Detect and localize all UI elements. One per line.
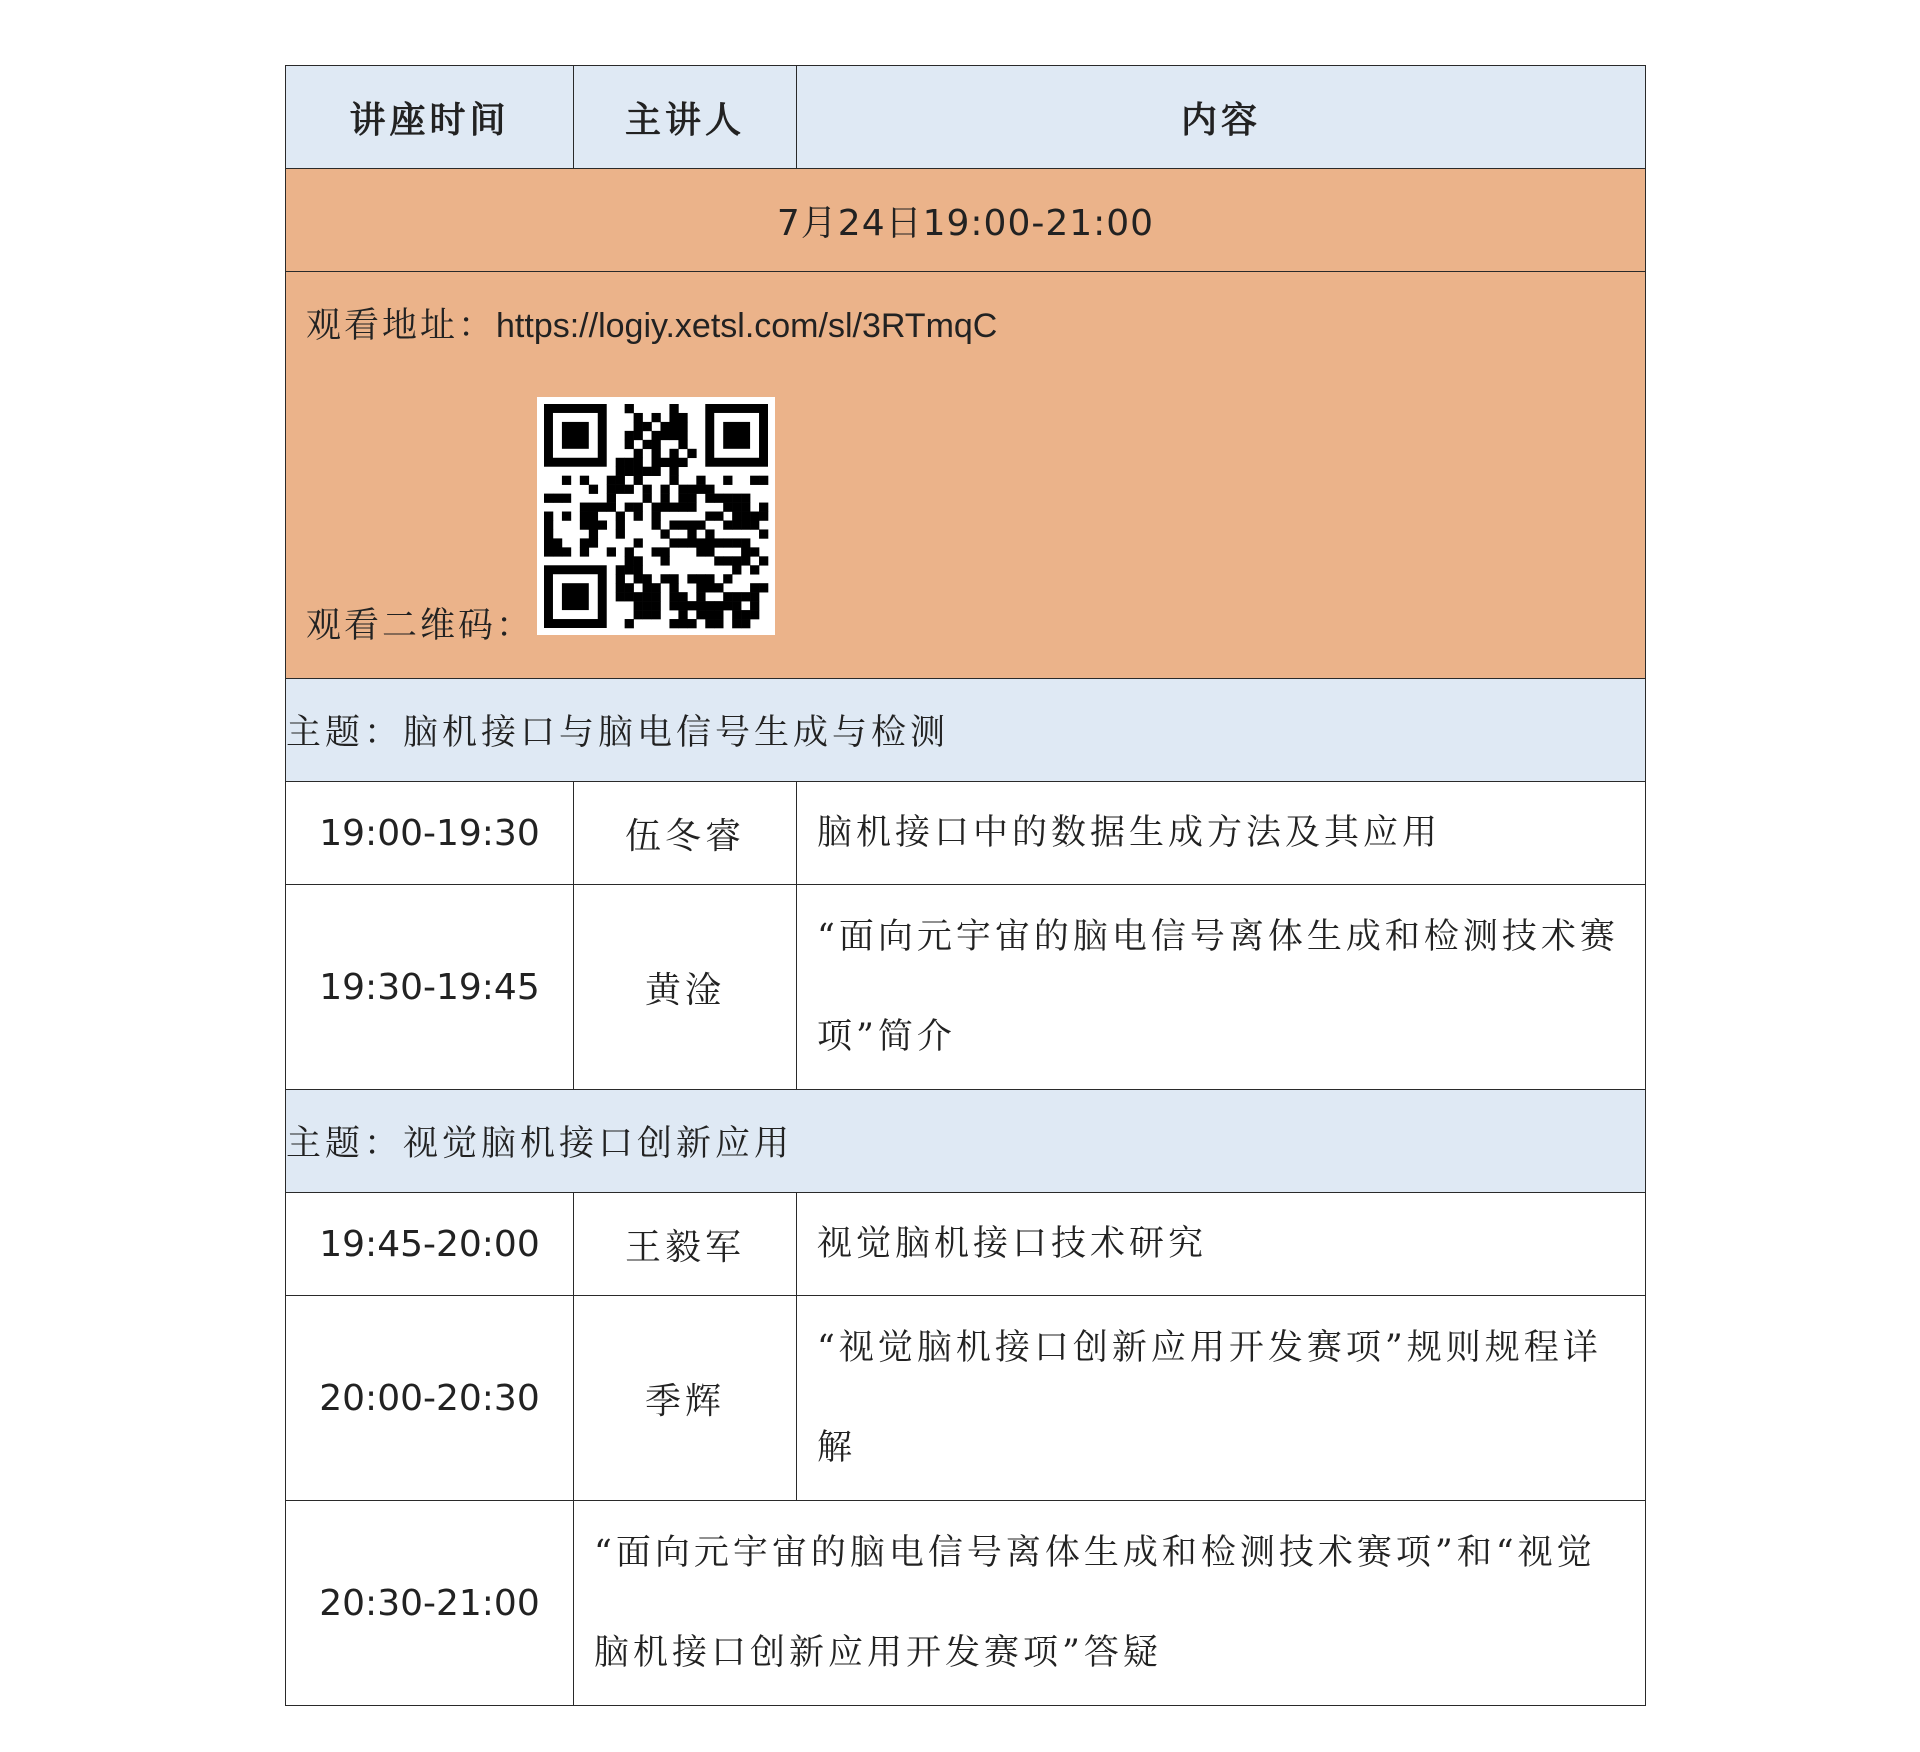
qr-code-icon	[537, 397, 775, 635]
content-cell: “面向元宇宙的脑电信号离体生成和检测技术赛项”简介	[797, 885, 1646, 1090]
content-cell: “视觉脑机接口创新应用开发赛项”规则规程详解	[797, 1296, 1646, 1501]
watch-url-label: 观看地址：	[306, 306, 497, 346]
header-content: 内容	[797, 66, 1646, 169]
topic-2: 主题：视觉脑机接口创新应用	[286, 1090, 1646, 1193]
topic-row-1	[286, 679, 1646, 782]
header-time: 讲座时间	[286, 66, 574, 169]
speaker-cell: 伍冬睿	[574, 782, 797, 885]
topic-1: 主题：脑机接口与脑电信号生成与检测	[286, 679, 1646, 782]
watch-qr-label: 观看二维码：	[306, 606, 535, 646]
table-row-final	[286, 1501, 1646, 1706]
speaker-cell: 黄淦	[574, 885, 797, 1090]
table-row	[286, 782, 1646, 885]
content-cell: “面向元宇宙的脑电信号离体生成和检测技术赛项”和“视觉脑机接口创新应用开发赛项”答疑	[574, 1501, 1646, 1706]
table-row	[286, 1193, 1646, 1296]
speaker-cell: 季辉	[574, 1296, 797, 1501]
time-cell: 20:00-20:30	[286, 1296, 574, 1501]
watch-url-link[interactable]: https://logiy.xetsl.com/sl/3RTmqC	[496, 307, 998, 345]
time-cell: 20:30-21:00	[286, 1501, 574, 1706]
date-line: 7月24日19:00-21:00	[286, 169, 1646, 272]
schedule-table	[285, 65, 1646, 1706]
content-cell: 脑机接口中的数据生成方法及其应用	[797, 782, 1646, 885]
date-row	[286, 169, 1646, 272]
watch-cell	[286, 272, 1646, 679]
time-cell: 19:45-20:00	[286, 1193, 574, 1296]
content-cell: 视觉脑机接口技术研究	[797, 1193, 1646, 1296]
time-cell: 19:30-19:45	[286, 885, 574, 1090]
schedule-page	[285, 65, 1645, 1706]
speaker-cell: 王毅军	[574, 1193, 797, 1296]
header-speaker: 主讲人	[574, 66, 797, 169]
topic-row-2	[286, 1090, 1646, 1193]
watch-row	[286, 272, 1646, 679]
qr-code-image	[537, 397, 775, 635]
header-row	[286, 66, 1646, 169]
table-row	[286, 885, 1646, 1090]
watch-url-line	[306, 298, 997, 348]
table-row	[286, 1296, 1646, 1501]
time-cell: 19:00-19:30	[286, 782, 574, 885]
